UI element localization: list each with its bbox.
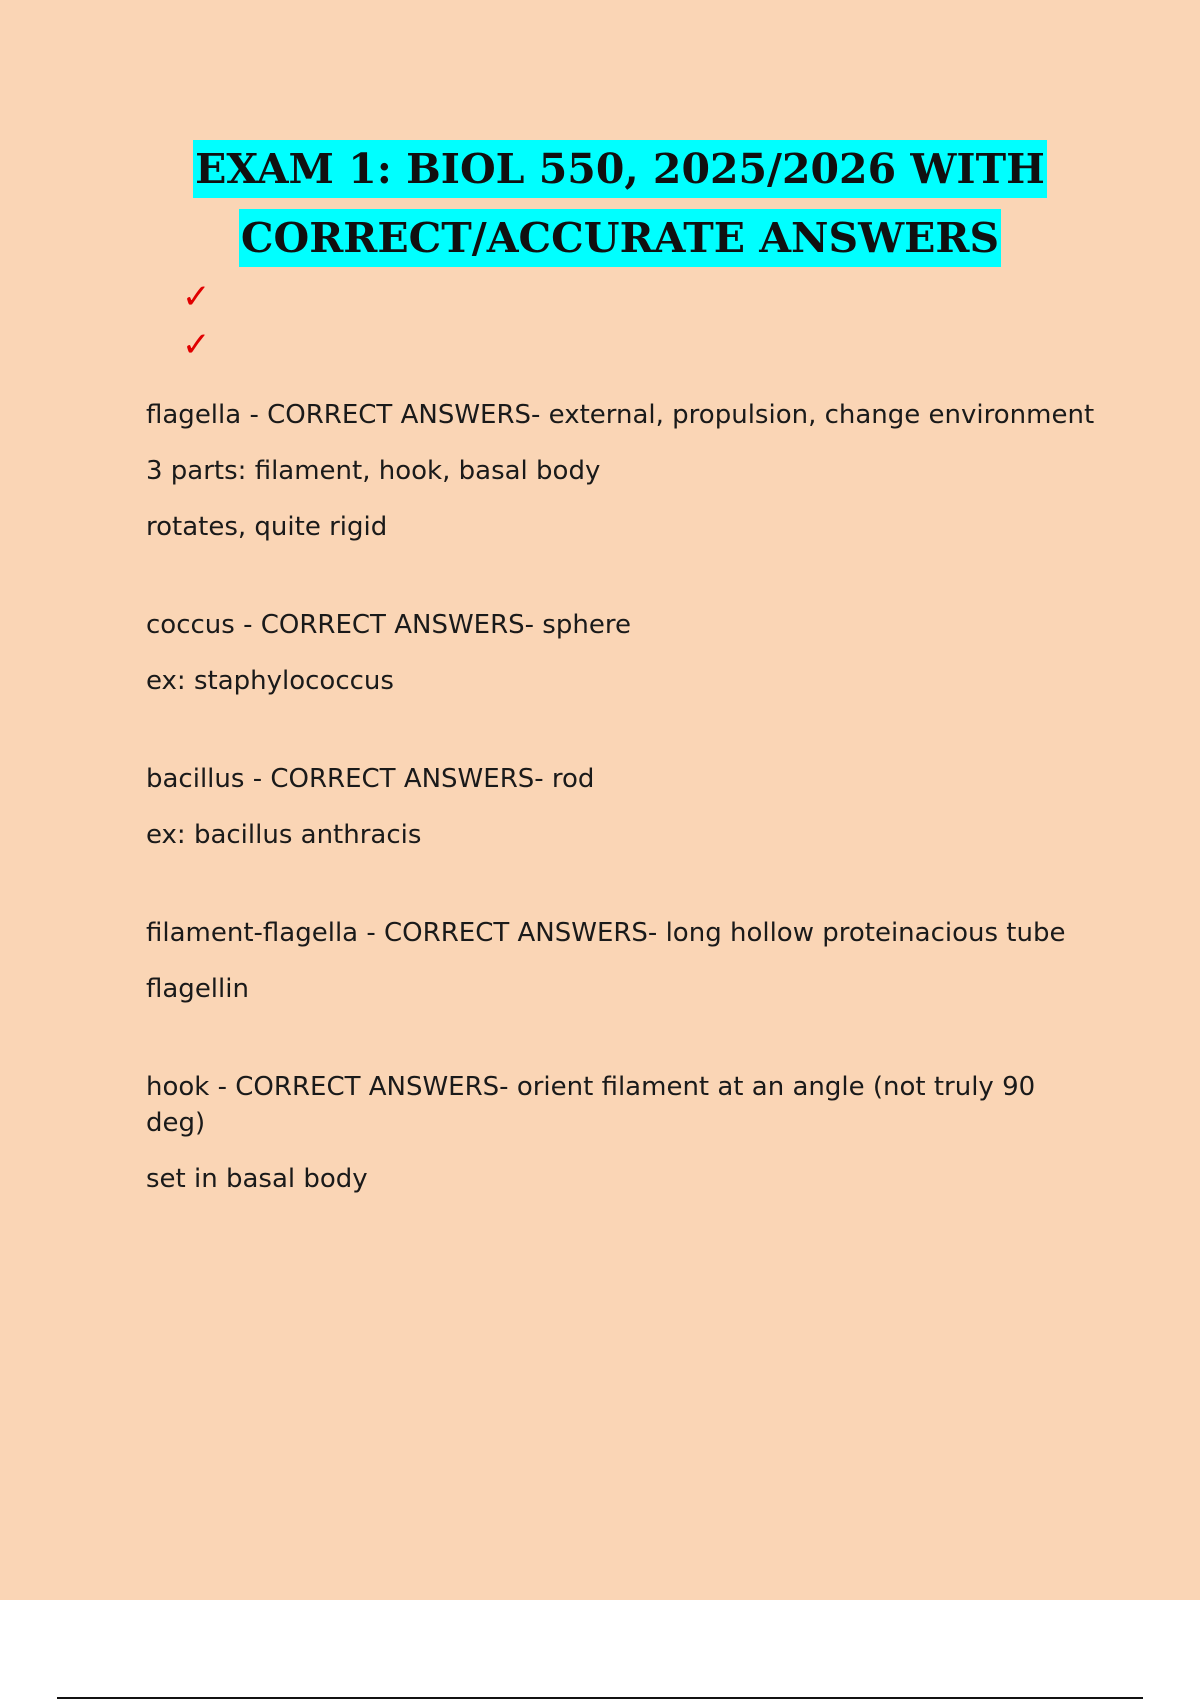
- qa-term-answer: bacillus - CORRECT ANSWERS- rod: [146, 764, 595, 794]
- title-line-1: EXAM 1: BIOL 550, 2025/2026 WITH: [193, 140, 1047, 198]
- check-mark-icon: ✓: [182, 325, 211, 365]
- qa-term-answer: flagella - CORRECT ANSWERS- external, propulsion, change environment: [146, 400, 1095, 430]
- qa-detail: ex: bacillus anthracis: [146, 820, 422, 850]
- qa-term-answer: hook - CORRECT ANSWERS- orient filament at an angle (not truly 90 deg): [146, 1072, 1036, 1138]
- qa-entry-hook: [146, 1069, 1096, 1197]
- check-mark-list: [182, 273, 211, 369]
- qa-detail: flagellin: [146, 974, 249, 1004]
- qa-detail: rotates, quite rigid: [146, 512, 388, 542]
- question-answer-list: [146, 397, 1096, 1259]
- qa-term-answer: filament-flagella - CORRECT ANSWERS- long hollow proteinacious tube: [146, 918, 1066, 948]
- qa-detail: ex: staphylococcus: [146, 666, 394, 696]
- qa-entry-bacillus: [146, 761, 1096, 853]
- footer-divider: [57, 1697, 1143, 1699]
- qa-detail: set in basal body: [146, 1164, 368, 1194]
- qa-entry-filament-flagella: [146, 915, 1096, 1007]
- qa-detail: 3 parts: filament, hook, basal body: [146, 456, 601, 486]
- title-line-2: CORRECT/ACCURATE ANSWERS: [239, 209, 1001, 267]
- document-title: [60, 140, 1180, 278]
- qa-entry-coccus: [146, 607, 1096, 699]
- check-mark-icon: ✓: [182, 277, 211, 317]
- qa-term-answer: coccus - CORRECT ANSWERS- sphere: [146, 610, 631, 640]
- qa-entry-flagella: [146, 397, 1096, 545]
